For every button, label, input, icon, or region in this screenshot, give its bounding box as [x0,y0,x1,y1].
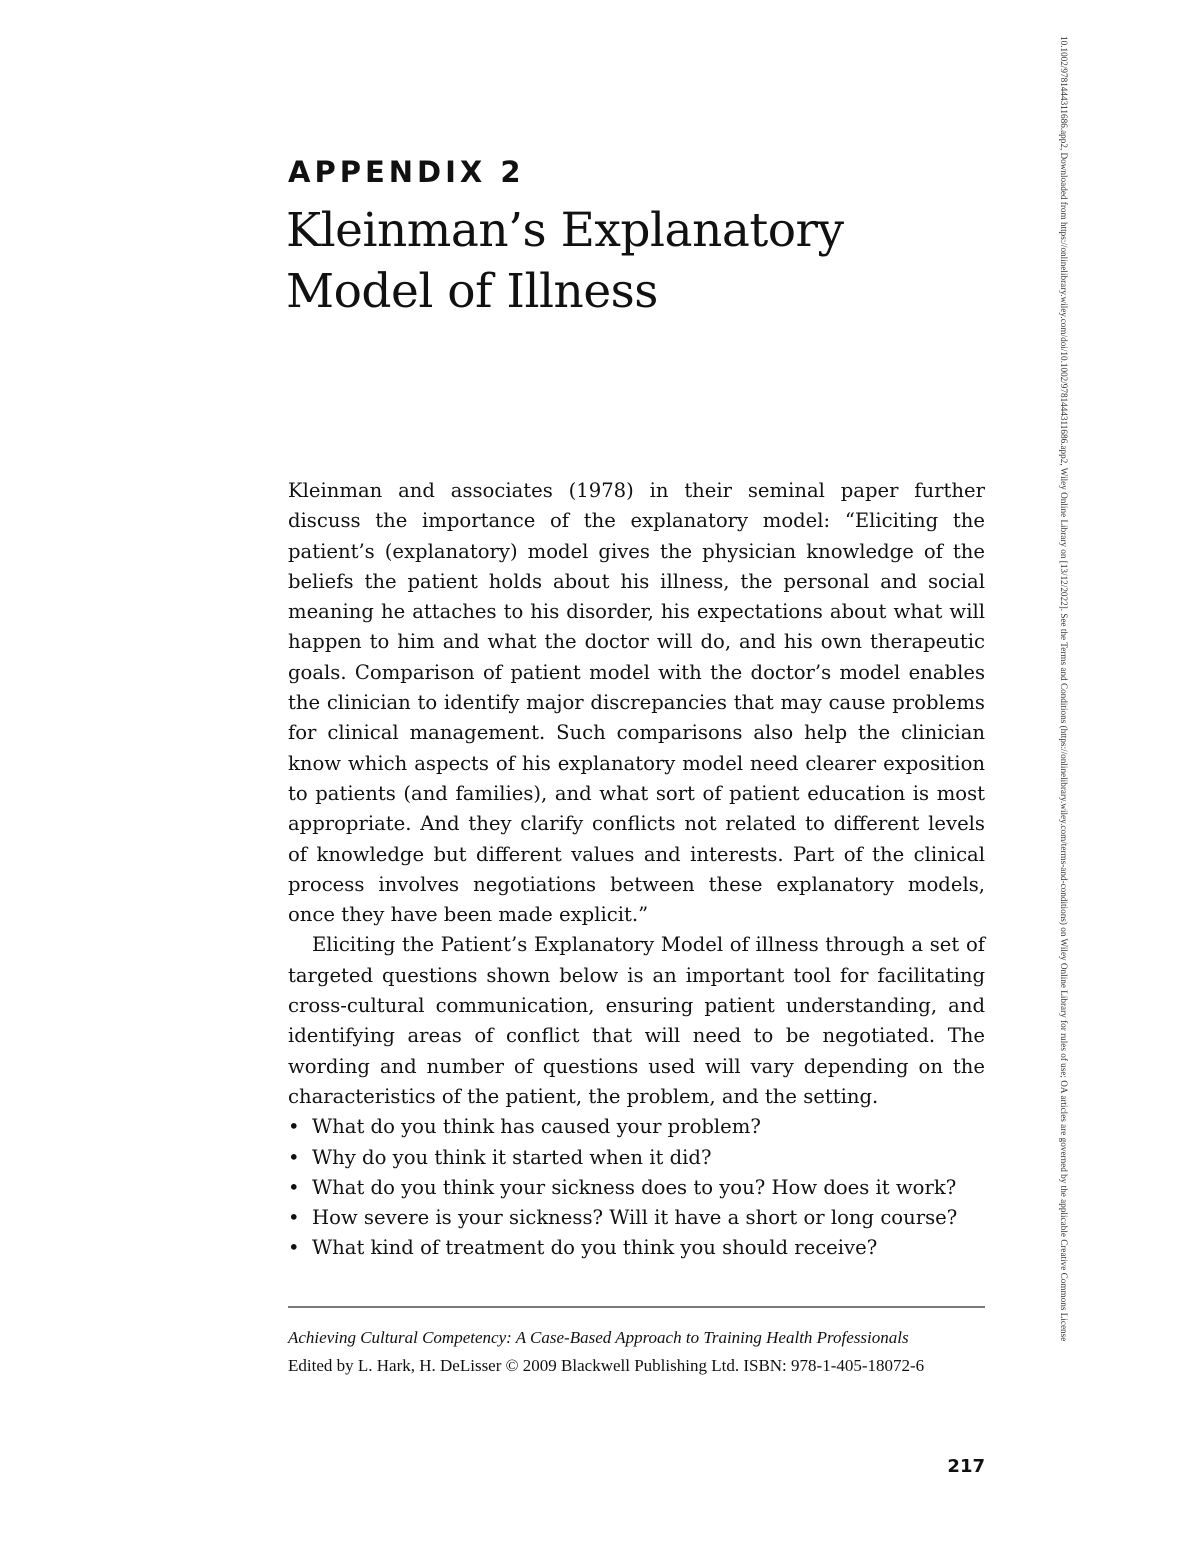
paragraph-eliciting-model: Eliciting the Patient’s Explanatory Model of illness through a set of targeted questions shown below is an important tool for facilitating cross-cultural communication, ensuring patient understanding, and identifying areas of conflict that will need to be negotiated. The wording and number of questions used will vary depending on the characteristics of the patient, the problem, and the setting. [288,933,985,1108]
question-text: What do you think your sickness does to you? How does it work? [312,1175,957,1199]
download-notice: 10.1002/9781444311686.app2, Downloaded from https://onlinelibrary.wiley.com/doi/10.1002/9781444311686.app2, Wiley Online Library on [13/12/2022]. See the Terms and Conditions (https://onlinelibrary.wiley.com/terms-and-conditions) on Wiley Online Library for rules of use; OA articles are governed by the applicable Creative Commons License [1059,36,1069,1342]
question-item [288,1112,985,1142]
question-item [288,1233,985,1263]
book-title: Achieving Cultural Competency: A Case-Based Approach to Training Health Professionals [288,1328,909,1347]
bullet-icon: • [288,1236,300,1260]
chapter-title-line-1: Kleinman’s Explanatory [286,203,844,258]
body-text [288,476,985,1264]
paragraph-kleinman-quote: Kleinman and associates (1978) in their seminal paper further discuss the importance of the explanatory model: “Eliciting the patient’s (explanatory) model gives the physician knowledge of the beliefs the patient holds about his illness, the personal and social meaning he attaches to his disorder, his expectations about what will happen to him and what the doctor will do, and his own therapeutic goals. Comparison of patient model with the doctor’s model enables the clinician to identify major discrepancies that may cause problems for clinical management. Such comparisons also help the clinician know which aspects of his explanatory model need clearer exposition to patients (and families), and what sort of patient education is most appropriate. And they clarify conflicts not related to different levels of knowledge but different values and interests. Part of the clinical process involves negotiations between these explanatory models, once they have been made explicit.” [288,479,985,927]
bullet-icon: • [288,1145,300,1169]
question-item [288,1173,985,1203]
page-number: 217 [947,1456,985,1477]
bullet-icon: • [288,1115,300,1139]
question-text: How severe is your sickness? Will it have a short or long course? [312,1206,958,1230]
chapter-title [286,200,1006,322]
chapter-title-line-2: Model of Illness [286,264,658,319]
question-text: What kind of treatment do you think you should receive? [312,1236,878,1260]
question-text: Why do you think it started when it did? [312,1145,712,1169]
question-list [288,1112,985,1263]
footer-divider [288,1306,985,1308]
appendix-label: APPENDIX 2 [288,155,525,189]
bullet-icon: • [288,1206,300,1230]
question-item [288,1143,985,1173]
bullet-icon: • [288,1175,300,1199]
book-credits: Edited by L. Hark, H. DeLisser © 2009 Blackwell Publishing Ltd. ISBN: 978-1-405-18072-6 [288,1356,925,1375]
question-item [288,1203,985,1233]
question-text: What do you think has caused your problem? [312,1115,761,1139]
